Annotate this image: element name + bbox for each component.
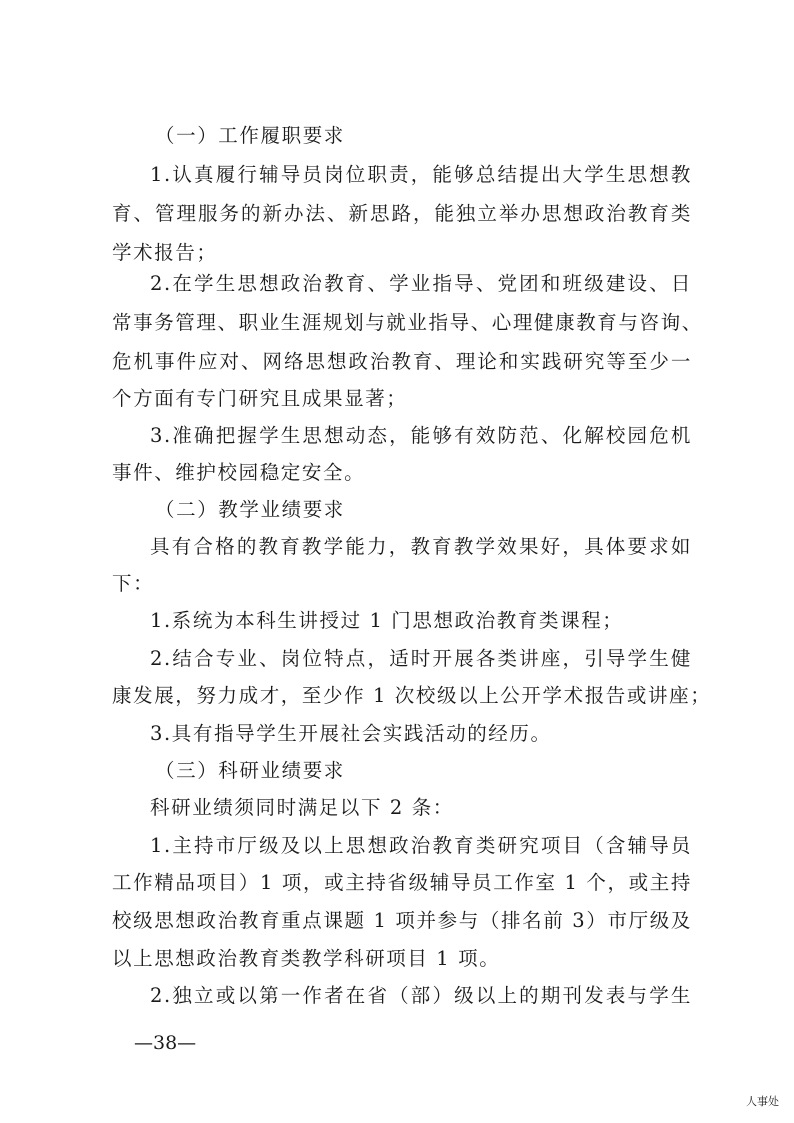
paragraph-line: 1.主持市厅级及以上思想政治教育类研究项目（含辅导员 [150,834,692,857]
paragraph-line: 3.准确把握学生思想动态，能够有效防范、化解校园危机 [150,424,692,447]
paragraph-line: 2.在学生思想政治教育、学业指导、党团和班级建设、日 [150,272,692,295]
paragraph-line: 康发展，努力成才，至少作 1 次校级以上公开学术报告或讲座； [112,684,712,707]
section-heading-1: （一）工作履职要求 [155,124,345,147]
section-heading-3: （三）科研业绩要求 [155,759,345,782]
page-number: —38— [134,1032,197,1054]
paragraph-line: 工作精品项目）1 项，或主持省级辅导员工作室 1 个，或主持 [112,871,692,894]
paragraph-line: 事件、维护校园稳定安全。 [112,461,366,484]
watermark-label: 人事处 [746,1095,779,1108]
paragraph-line: 1.系统为本科生讲授过 1 门思想政治教育类课程； [150,609,624,632]
paragraph-line: 以上思想政治教育类教学科研项目 1 项。 [112,947,501,970]
paragraph-line: 2.结合专业、岗位特点，适时开展各类讲座，引导学生健 [150,647,692,670]
section-heading-2: （二）教学业绩要求 [155,498,345,521]
paragraph-line: 常事务管理、职业生涯规划与就业指导、心理健康教育与咨询、 [112,311,703,334]
paragraph-line: 下： [112,572,155,595]
paragraph-line: 危机事件应对、网络思想政治教育、理论和实践研究等至少一 [112,350,692,373]
paragraph-line: 1.认真履行辅导员岗位职责，能够总结提出大学生思想教 [150,163,692,186]
paragraph-line: 具有合格的教育教学能力，教育教学效果好，具体要求如 [150,535,692,558]
paragraph-line: 3.具有指导学生开展社会实践活动的经历。 [150,722,552,745]
paragraph-line: 2.独立或以第一作者在省（部）级以上的期刊发表与学生 [150,984,692,1007]
paragraph-line: 校级思想政治教育重点课题 1 项并参与（排名前 3）市厅级及 [112,909,692,932]
paragraph-line: 个方面有专门研究且成果显著； [112,387,408,410]
paragraph-line: 学术报告； [112,241,218,264]
paragraph-line: 育、管理服务的新办法、新思路，能独立举办思想政治教育类 [112,202,692,225]
paragraph-line: 科研业绩须同时满足以下 2 条： [150,796,454,819]
